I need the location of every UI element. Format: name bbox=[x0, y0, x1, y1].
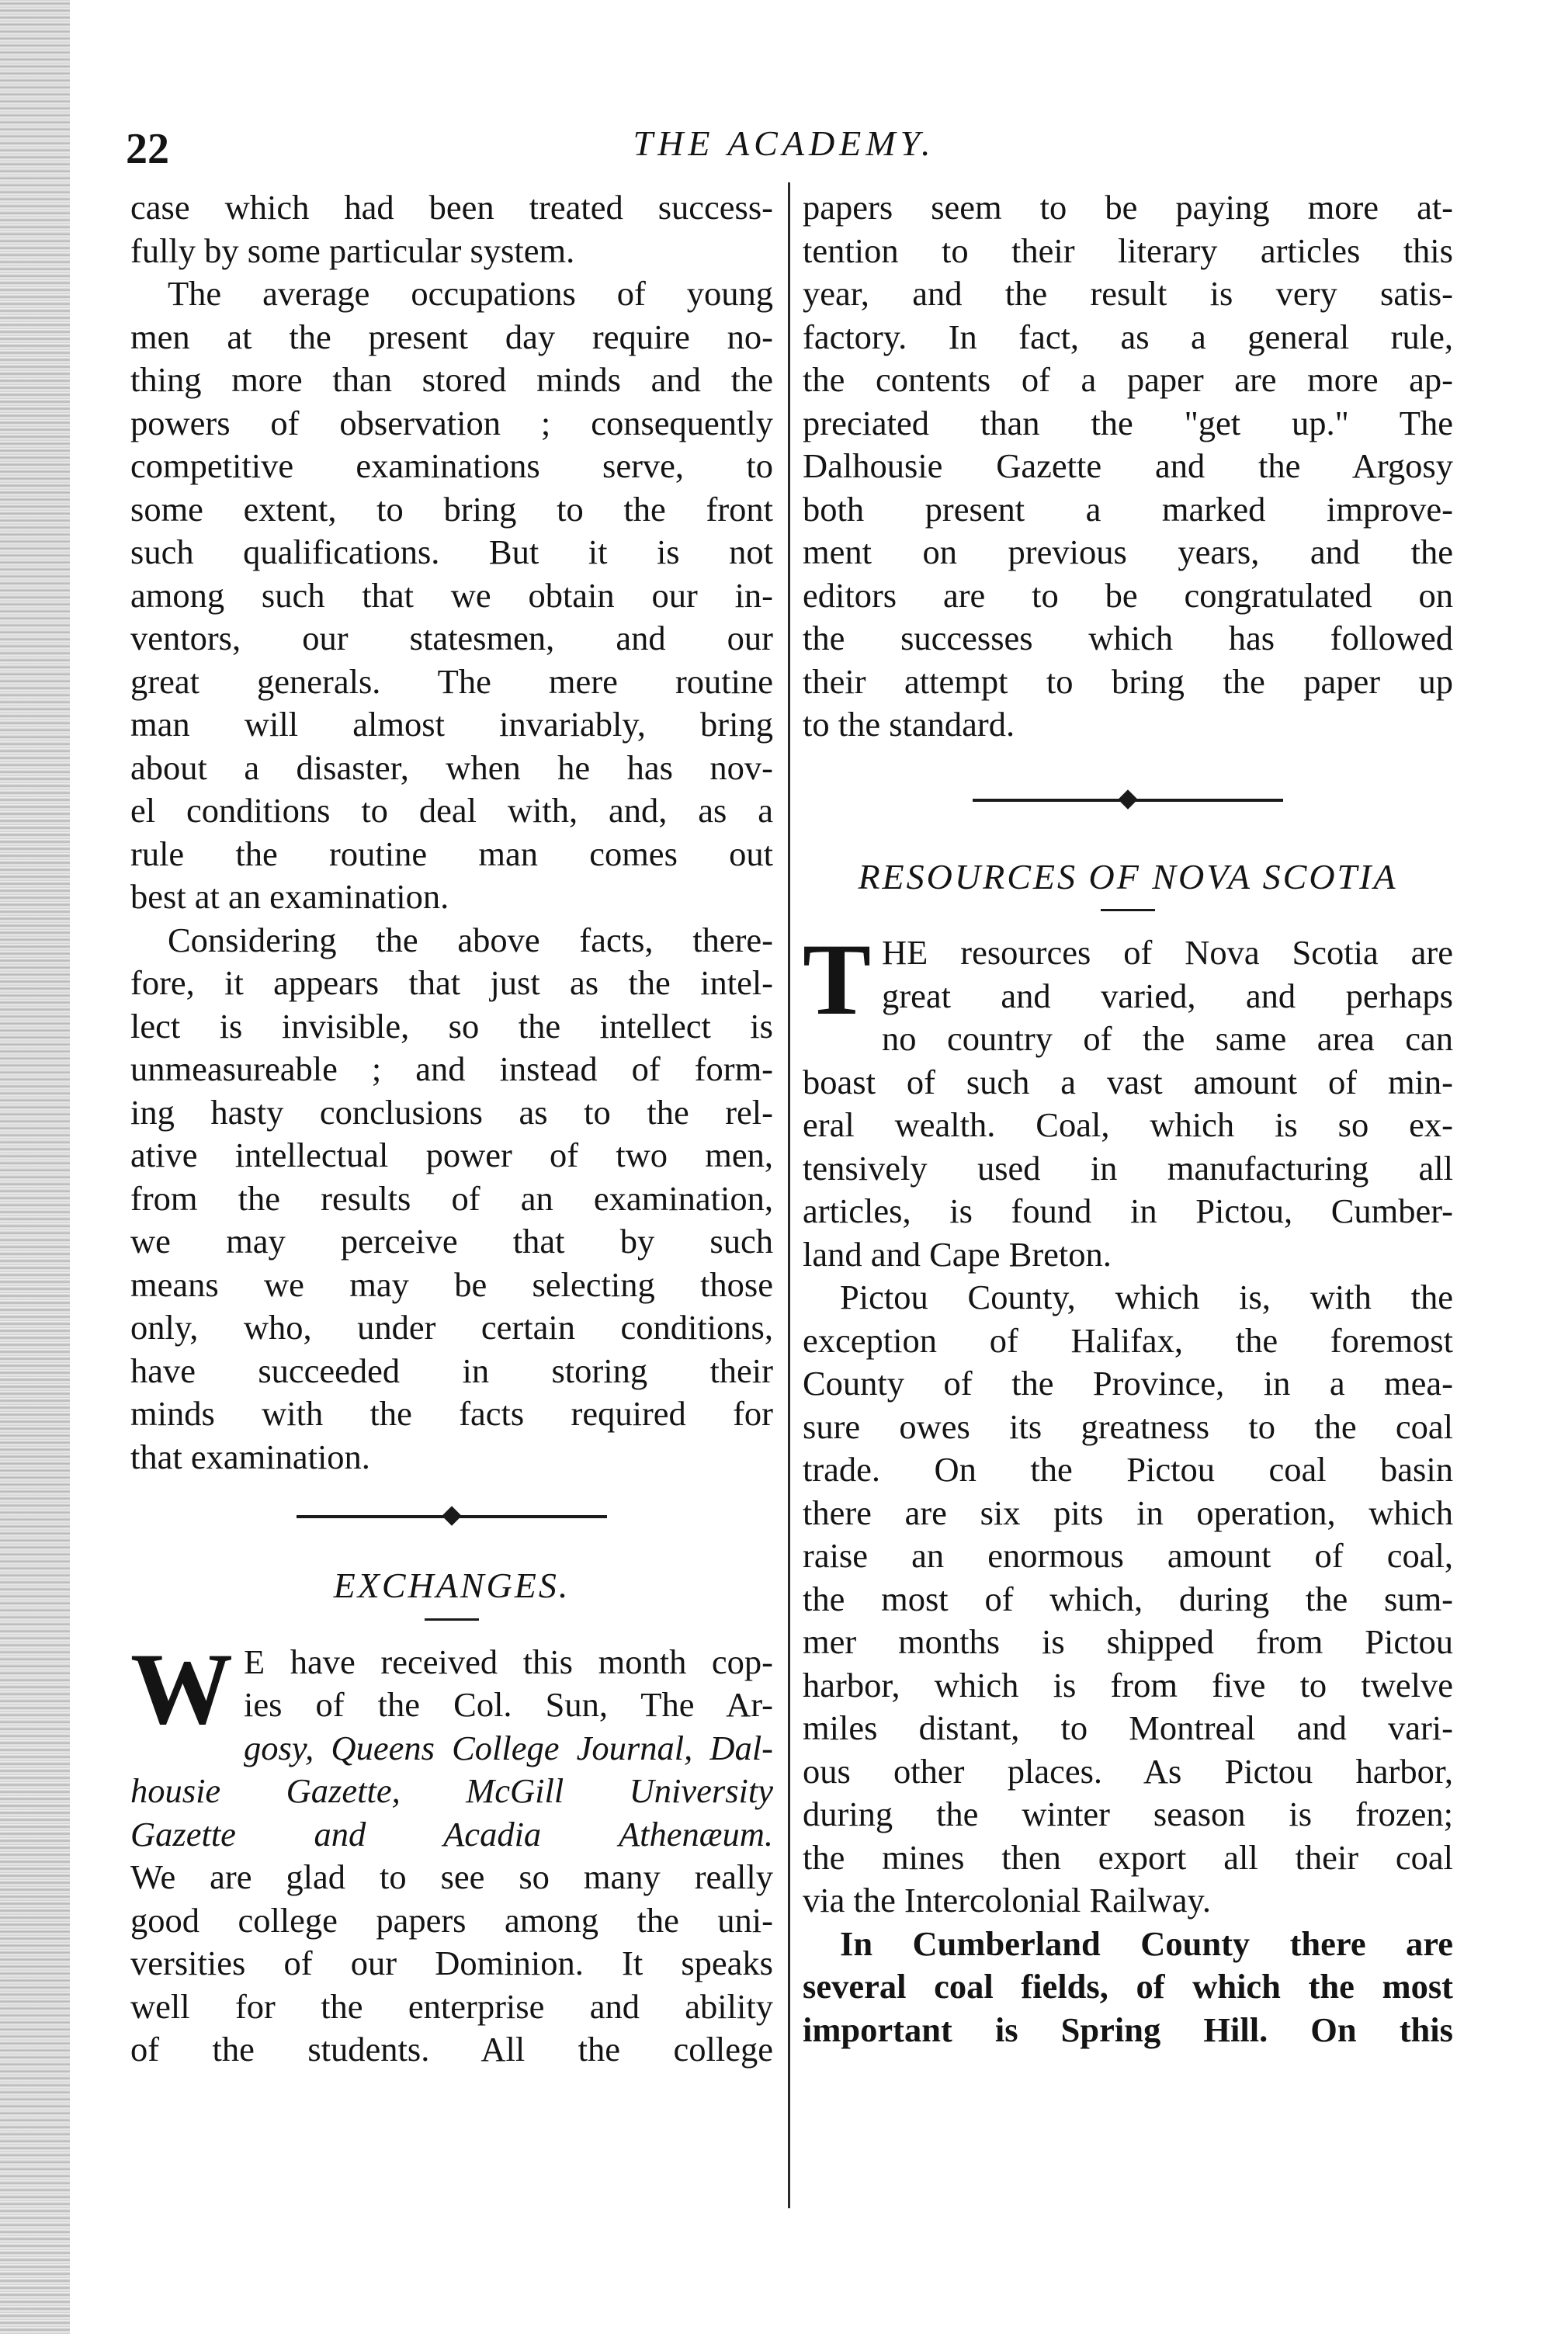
text-line: their attempt to bring the paper up bbox=[803, 661, 1453, 701]
text-line: several coal fields, of which the most bbox=[803, 1967, 1453, 2006]
text-line: rule the routine man comes out bbox=[130, 834, 773, 873]
text-line: The average occupations of young bbox=[168, 274, 773, 313]
text-line: powers of observation ; consequently bbox=[130, 403, 773, 442]
text-line: boast of such a vast amount of min- bbox=[803, 1062, 1453, 1101]
text-line: man will almost invariably, bring bbox=[130, 705, 773, 744]
section-ornament bbox=[297, 1494, 607, 1541]
text-line: the most of which, during the sum- bbox=[803, 1579, 1453, 1618]
text-line: miles distant, to Montreal and vari- bbox=[803, 1708, 1453, 1747]
text-line: no country of the same area can bbox=[882, 1019, 1453, 1058]
resources-paragraph bbox=[803, 922, 1453, 2051]
text-line: means we may be selecting those bbox=[130, 1264, 773, 1304]
ornament-rule bbox=[973, 799, 1120, 802]
text-line: versities of our Dominion. It speaks bbox=[130, 1944, 773, 1982]
text-line: eral wealth. Coal, which is so ex- bbox=[803, 1105, 1453, 1144]
text-line: ies of the Col. Sun, The Ar- bbox=[244, 1685, 773, 1724]
text-line: papers seem to be paying more at- bbox=[803, 188, 1453, 227]
text-line: great and varied, and perhaps bbox=[882, 976, 1453, 1015]
text-line: exception of Halifax, the foremost bbox=[803, 1320, 1453, 1360]
text-line: there are six pits in operation, which bbox=[803, 1493, 1453, 1532]
text-line: good college papers among the uni- bbox=[130, 1900, 773, 1940]
text-line: trade. On the Pictou coal basin bbox=[803, 1450, 1453, 1489]
right-column bbox=[803, 186, 1453, 2051]
resources-heading: RESOURCES OF NOVA SCOTIA bbox=[858, 856, 1398, 896]
heading-rule bbox=[1101, 909, 1155, 911]
text-line: preciated than the "get up." The bbox=[803, 403, 1453, 442]
ornament-diamond bbox=[1118, 789, 1137, 809]
text-line: competitive examinations serve, to bbox=[130, 446, 773, 485]
text-line: important is Spring Hill. On this bbox=[803, 2010, 1453, 2049]
text-line: about a disaster, when he has nov- bbox=[130, 747, 773, 787]
column-rule bbox=[788, 182, 790, 2208]
text-line: ative intellectual power of two men, bbox=[130, 1136, 773, 1174]
text-line: only, who, under certain conditions, bbox=[130, 1308, 773, 1347]
exchanges-continuation bbox=[803, 186, 1453, 747]
text-line: year, and the result is very satis- bbox=[803, 274, 1453, 313]
text-line: Gazette and Acadia Athenæum. bbox=[130, 1814, 773, 1854]
text-line: great generals. The mere routine bbox=[130, 661, 773, 701]
text-line: unmeasureable ; and instead of form- bbox=[130, 1049, 773, 1088]
text-line: HE resources of Nova Scotia are bbox=[882, 933, 1453, 972]
text-line: County of the Province, in a mea- bbox=[803, 1364, 1453, 1403]
text-line: Dalhousie Gazette and the Argosy bbox=[803, 446, 1453, 485]
text-line: that examination. bbox=[130, 1437, 370, 1476]
text-line: the successes which has followed bbox=[803, 619, 1453, 657]
text-line: housie Gazette, McGill University bbox=[130, 1771, 773, 1810]
text-line: Pictou County, which is, with the bbox=[840, 1278, 1453, 1316]
text-line: E have received this month cop- bbox=[244, 1642, 773, 1681]
text-line: best at an examination. bbox=[130, 877, 449, 916]
text-line: factory. In fact, as a general rule, bbox=[803, 317, 1453, 356]
text-line: we may perceive that by such bbox=[130, 1222, 773, 1261]
ornament-rule bbox=[297, 1515, 444, 1518]
left-column bbox=[130, 186, 773, 2072]
text-line: editors are to be congratulated on bbox=[803, 575, 1453, 615]
text-line: both present a marked improve- bbox=[803, 489, 1453, 529]
drop-cap: W bbox=[130, 1631, 233, 1746]
text-line: ventors, our statesmen, and our bbox=[130, 619, 773, 657]
page-number: 22 bbox=[126, 125, 169, 173]
text-line: during the winter season is frozen; bbox=[803, 1795, 1453, 1833]
ornament-diamond bbox=[442, 1506, 461, 1525]
text-line: ing hasty conclusions as to the rel- bbox=[130, 1092, 773, 1132]
text-line: raise an enormous amount of coal, bbox=[803, 1536, 1453, 1575]
text-line: Considering the above facts, there- bbox=[168, 920, 773, 959]
text-line: lect is invisible, so the intellect is bbox=[130, 1006, 773, 1046]
text-line: ous other places. As Pictou harbor, bbox=[803, 1751, 1453, 1791]
drop-cap: T bbox=[803, 922, 872, 1036]
text-line: mer months is shipped from Pictou bbox=[803, 1622, 1453, 1661]
text-line: fully by some particular system. bbox=[130, 231, 575, 270]
text-line: from the results of an examination, bbox=[130, 1178, 773, 1218]
text-line: ment on previous years, and the bbox=[803, 532, 1453, 571]
running-head: THE ACADEMY. bbox=[633, 123, 935, 163]
text-line: such qualifications. But it is not bbox=[130, 532, 773, 571]
text-line: We are glad to see so many really bbox=[130, 1857, 773, 1896]
text-line: some extent, to bring to the front bbox=[130, 489, 773, 529]
ornament-rule bbox=[1136, 799, 1283, 802]
heading-rule bbox=[425, 1618, 479, 1621]
text-line: thing more than stored minds and the bbox=[130, 360, 773, 399]
ornament-rule bbox=[460, 1515, 607, 1518]
text-line: tention to their literary articles this bbox=[803, 231, 1453, 270]
text-line: fore, it appears that just as the intel- bbox=[130, 963, 773, 1002]
text-line: case which had been treated success- bbox=[130, 188, 773, 227]
exchanges-heading: EXCHANGES. bbox=[333, 1566, 571, 1605]
section-ornament bbox=[973, 778, 1283, 824]
essay-continuation bbox=[130, 186, 773, 1479]
text-line: el conditions to deal with, and, as a bbox=[130, 791, 773, 830]
scan-gutter-shadow bbox=[0, 0, 70, 2334]
text-line: land and Cape Breton. bbox=[803, 1234, 1112, 1274]
text-line: the mines then export all their coal bbox=[803, 1837, 1453, 1877]
text-line: gosy, Queens College Journal, Dal- bbox=[244, 1728, 773, 1767]
text-line: via the Intercolonial Railway. bbox=[803, 1881, 1211, 1920]
text-line: to the standard. bbox=[803, 705, 1015, 744]
text-line: In Cumberland County there are bbox=[840, 1923, 1453, 1963]
text-line: of the students. All the college bbox=[130, 2030, 773, 2069]
exchanges-paragraph bbox=[130, 1631, 773, 2072]
text-line: among such that we obtain our in- bbox=[130, 575, 773, 615]
text-line: men at the present day require no- bbox=[130, 317, 773, 356]
text-line: minds with the facts required for bbox=[130, 1394, 773, 1433]
text-line: well for the enterprise and ability bbox=[130, 1986, 773, 2026]
text-line: tensively used in manufacturing all bbox=[803, 1148, 1453, 1188]
text-line: articles, is found in Pictou, Cumber- bbox=[803, 1191, 1453, 1230]
text-line: harbor, which is from five to twelve bbox=[803, 1665, 1453, 1705]
text-line: have succeeded in storing their bbox=[130, 1351, 773, 1390]
text-line: sure owes its greatness to the coal bbox=[803, 1406, 1453, 1446]
text-line: the contents of a paper are more ap- bbox=[803, 360, 1453, 399]
